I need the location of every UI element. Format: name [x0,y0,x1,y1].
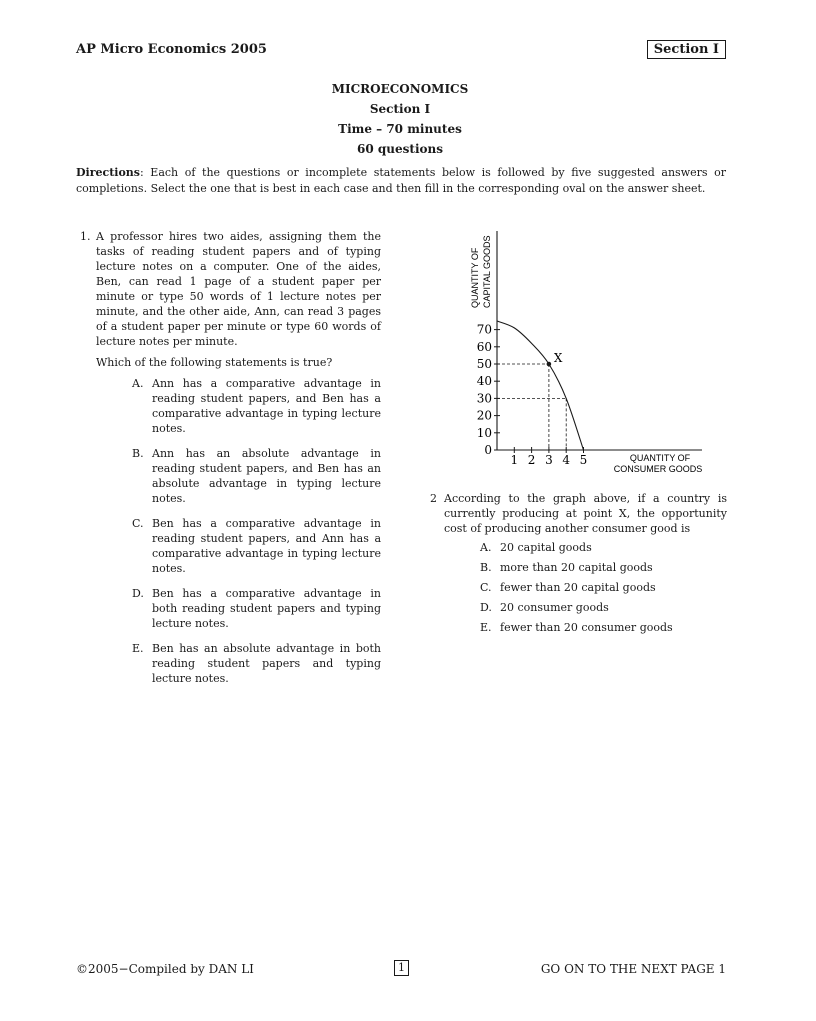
y-tick-label: 10 [476,425,492,440]
option-letter: D. [132,587,144,600]
question-stem: According to the graph above, if a country is currently producing at point X, the opportunity cost of producing another consumer good is [444,492,727,535]
question-stem: A professor hires two aides, assigning them the tasks of reading student papers and of typing lecture notes on a computer. One of the aides, Ben, can read 1 page of a student paper per minute or type 50 words of 1 lecture notes per minute, and the other aide, Ann, can read 3 pages of a student paper per minute or type 60 words of lecture notes per minute. [96,230,381,348]
exam-time: Time – 70 minutes [338,122,462,136]
option-letter: E. [132,642,144,655]
answer-option [480,560,727,575]
option-letter: A. [132,377,144,390]
question-1 [76,229,381,696]
option-text: more than 20 capital goods [500,561,653,574]
ppf-curve [497,321,584,450]
y-tick-label: 70 [476,322,492,337]
copyright-footer: ©2005−Compiled by DAN LI [76,962,254,976]
ppf-chart-svg [440,228,730,478]
answer-option [132,641,381,686]
next-page-note: GO ON TO THE NEXT PAGE 1 [540,962,726,976]
y-axis-title-line1: QUANTITY OF [470,247,480,308]
question-prompt: Which of the following statements is true? [96,356,333,369]
x-tick-label: 4 [562,453,571,467]
answer-option [132,516,381,576]
x-tick-label: 3 [545,453,553,467]
x-tick-label: 5 [579,453,588,467]
y-tick-label: 60 [476,339,492,354]
x-tick-label: 2 [527,453,536,467]
option-letter: D. [480,601,492,614]
y-axis-title-line2: CAPITAL GOODS [482,235,492,308]
answer-option [480,600,727,615]
x-tick-label: 1 [510,453,519,467]
option-letter: B. [480,561,492,574]
point-x-marker [547,362,552,367]
option-letter: C. [132,517,144,530]
question-number: 2 [430,492,437,505]
option-text: Ann has an absolute advantage in reading student papers, and Ben has an absolute advantage in typing lecture notes. [152,447,381,505]
question-number: 1. [80,230,91,243]
directions [76,165,726,197]
option-text: Ben has an absolute advantage in both reading student papers and typing lecture notes. [152,642,381,685]
exam-question-count: 60 questions [357,142,443,156]
ppf-chart [440,228,730,478]
option-letter: B. [132,447,144,460]
y-tick-label: 0 [484,443,492,457]
section-box: Section I [647,40,726,59]
answer-option [480,580,727,595]
page-number-box: 1 [394,960,409,976]
answer-option [132,586,381,631]
directions-label: Directions [76,166,140,179]
option-text: fewer than 20 consumer goods [500,621,673,634]
y-tick-label: 40 [476,374,492,389]
option-letter: C. [480,581,492,594]
option-text: fewer than 20 capital goods [500,581,656,594]
x-axis-title-line2: CONSUMER GOODS [613,464,703,474]
answer-option [132,376,381,436]
title-block [0,79,800,159]
y-tick-label: 50 [476,357,492,371]
y-tick-label: 30 [476,391,492,406]
answer-option [480,540,727,555]
exam-section: Section I [369,102,431,116]
option-letter: A. [480,541,492,554]
x-axis-title-line1: QUANTITY OF [629,453,691,463]
y-tick-label: 20 [476,408,492,423]
option-text: Ben has a comparative advantage in both reading student papers and typing lecture notes. [152,587,381,630]
running-header: AP Micro Economics 2005 [76,42,267,57]
answer-options [480,540,727,635]
point-x-label: X [553,351,563,365]
option-text: 20 capital goods [500,541,592,554]
option-text: Ben has a comparative advantage in reading student papers, and Ann has a comparative advantage in typing lecture notes. [152,517,381,575]
exam-subject: MICROECONOMICS [331,82,469,96]
answer-option [480,620,727,635]
option-letter: E. [480,621,492,634]
answer-option [132,446,381,506]
option-text: Ann has a comparative advantage in reading student papers, and Ben has a comparative advantage in typing lecture notes. [152,377,381,435]
question-2 [430,491,727,640]
answer-options [132,376,381,686]
directions-text: : Each of the questions or incomplete statements below is followed by five suggested answers or completions. Select the one that is best in each case and then fill in the corresponding oval on the answer sheet. [76,166,726,195]
option-text: 20 consumer goods [500,601,609,614]
